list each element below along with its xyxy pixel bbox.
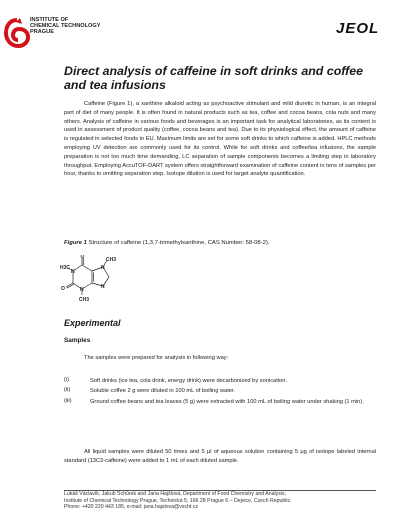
jeol-brand-logo: JEOL	[336, 20, 380, 37]
footer-line: Lukáš Václavík, Jakub Schůrek and Jana Hajšlová, Department of Food Chemistry and Analysis,	[64, 491, 287, 497]
list-item: Ground coffee beans and tea leaves (5 g) were extracted with 100 mL of boiling water under shaking (1 min).	[90, 399, 364, 405]
liquid-samples-paragraph: All liquid samples were diluted 50 times and 5 µl of aqueous solution containing 5 µg of isotope labeled internal standard (13C3-caffeine) were added to 1 mL of each diluted sample.	[64, 449, 376, 464]
institute-line: PRAGUE	[30, 29, 54, 36]
atom-o: O	[80, 255, 85, 260]
institute-name	[30, 17, 100, 36]
methyl-label: H3C	[60, 265, 71, 271]
section-heading-experimental: Experimental	[64, 318, 121, 328]
intro-paragraph: Caffeine (Figure 1), a xanthine alkaloid acting as psychoactive stimulant and mild diuretic in human, is an integral part of diet of many people. It is often found in natural products such as tea, coffee and cocoa beans, cola nuts and many others. Analysis of caffeine in various foods and beverages is an important task for analytical laboratories, as its content is used in assessment of product quality (coffee, cocoa beans and tea). Due to its physiological effect, the amount of caffeine is regulated in selected foods in EU. Maximum limits are set for some soft drinks to which caffeine is added. HPLC methods employing UV detection are commonly used for its control. While for soft drinks and coffee/tea infusions, the sample preparation is not too much time demanding, LC separation of sample components becomes a limiting step in laboratory throughput. Employing AccuTOF-DART system offers straightforward examination of caffeine content in tens of samples per hour, thanks to omitting separation step. Isotope dilution is used for target analyte quantification.	[64, 101, 376, 178]
subsection-heading-samples: Samples	[64, 337, 91, 344]
list-item: Soft drinks (ice tea, cola drink, energy drink) were decarbonized by sonication.	[90, 378, 287, 384]
atom-o: O	[61, 286, 65, 292]
footer-authors	[64, 491, 376, 511]
footer-line: Institute of Chemical Technology Prague, Technická 5, 166 28 Prague 6 – Dejvice, Czech Republic.	[64, 497, 292, 504]
institute-line: CHEMICAL TECHNOLOGY	[30, 23, 101, 30]
institute-line: INSTITUTE OF	[30, 17, 69, 23]
methyl-label: CH3	[79, 297, 90, 303]
atom-n: N	[101, 284, 105, 290]
list-item-number: (i)	[64, 377, 70, 383]
atom-n: N	[71, 269, 75, 275]
figure-caption-text: Structure of caffeine (1,3,7-trimethylxanthine, CAS Number: 58-08-2).	[86, 240, 270, 246]
figure-caption	[64, 240, 376, 246]
atom-n: N	[101, 265, 105, 271]
atom-n: N	[80, 287, 84, 293]
list-item-number: (iii)	[64, 398, 72, 404]
methyl-label: CH3	[106, 257, 117, 263]
vscht-logo-icon	[4, 18, 30, 48]
footer-line: Phone: +420 220 443 185, e-mail: jana.hajslova@vscht.cz	[64, 504, 199, 511]
caffeine-structure-diagram	[60, 255, 132, 307]
figure-label: Figure 1	[64, 240, 87, 246]
samples-intro-paragraph: The samples were prepared for analysis in following way:	[84, 355, 229, 361]
list-item-number: (ii)	[64, 387, 71, 393]
list-item: Soluble coffee 2 g were diluted in 100 mL of boiling water.	[90, 388, 236, 394]
document-title: Direct analysis of caffeine in soft drinks and coffee and tea infusions	[64, 64, 364, 92]
